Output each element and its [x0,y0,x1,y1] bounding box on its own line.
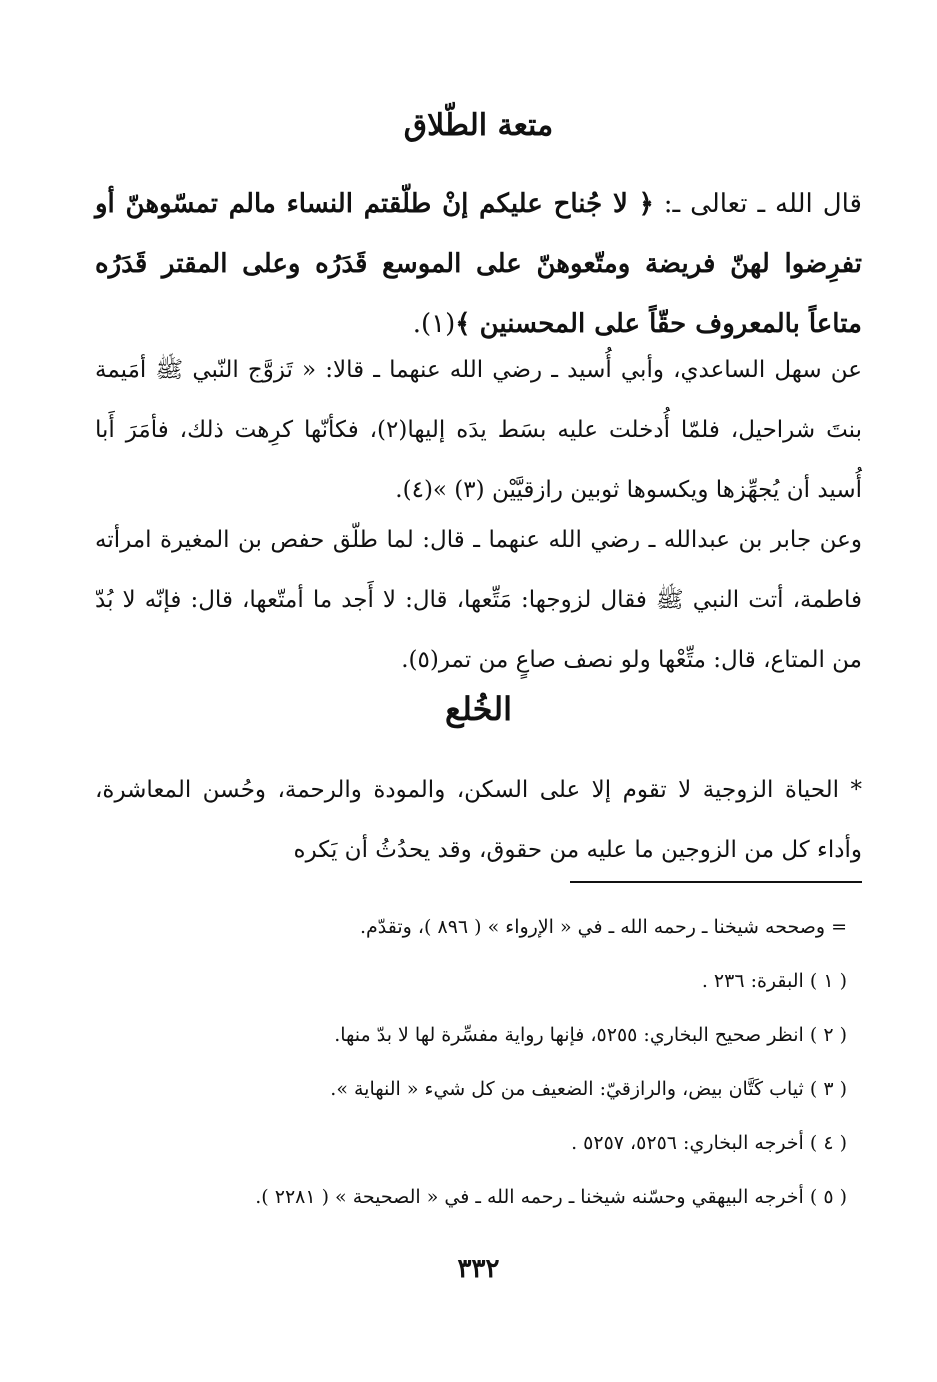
footnote-4: ( ٤ ) أخرجه البخاري: ٥٢٥٦، ٥٢٥٧ . [571,1132,847,1154]
footnote-divider [570,881,862,883]
quran-verse-paragraph [95,174,862,354]
hadith-jabir-paragraph: وعن جابر بن عبدالله ـ رضي الله عنهما ـ قال: لما طلّق حفص بن المغيرة امرأته فاطمة، أتت النبي ﷺ فقال لزوجها: مَتِّعها، قال: لا أَجد ما أمتّعها، قال: فإنّه لا بُدّ من المتاع، قال: متِّعْها ولو نصف صاعٍ من تمر(٥). [95,527,862,673]
verse-footnote-ref: (١). [412,309,456,339]
section-title-khul: الخُلع [445,690,512,728]
khul-intro-paragraph: * الحياة الزوجية لا تقوم إلا على السكن، والمودة والرحمة، وحُسن المعاشرة، وأداء كل من الزوجين ما عليه من حقوق، وقد يحدُثُ أن يَكره [95,777,862,863]
hadith-sahl-paragraph: عن سهل الساعدي، وأبي أُسيد ـ رضي الله عنهما ـ قالا: « تَزوَّج النّبي ﷺ أمَيمة بنتَ شراحيل، فلمّا أُدخلت عليه بسَط يدَه إليها(٢)، فكأنّها كرِهت ذلك، فأمَرَ أَبا أُسيد أن يُجهِّزها ويكسوها ثوبين رازقيَّيْن (٣) »(٤). [95,357,862,503]
footnote-5: ( ٥ ) أخرجه البيهقي وحسّنه شيخنا ـ رحمه الله ـ في « الصحيحة » ( ٢٢٨١ ). [255,1186,847,1208]
footnotes-block [95,900,847,1224]
page-number: ٣٣٢ [457,1254,500,1284]
verse-text: ﴿ لا جُناح عليكم إنْ طلّقتم النساء مالم تمسّوهنّ أو تفرِضوا لهنّ فريضة ومتّعوهنّ على الموسع قَدَرُه وعلى المقتر قَدَرُه متاعاً بالمعروف حقّاً على المحسنين ﴾ [95,189,862,339]
section-title-divorce-gift: متعة الطّلاق [403,108,554,143]
footnote-continued: = وصححه شيخنا ـ رحمه الله ـ في « الإرواء » ( ٨٩٦ )، وتقدّم. [360,916,847,938]
footnote-2: ( ٢ ) انظر صحيح البخاري: ٥٢٥٥، فإنها رواية مفسِّرة لها لا بدّ منها. [334,1024,847,1046]
book-page [95,0,862,1382]
footnote-3: ( ٣ ) ثياب كَتَّان بيض، والرازقيّ: الضعيف من كل شيء « النهاية ». [330,1078,847,1100]
verse-intro: قال الله ـ تعالى ـ: [653,189,862,219]
footnote-1: ( ١ ) البقرة: ٢٣٦ . [701,970,847,992]
